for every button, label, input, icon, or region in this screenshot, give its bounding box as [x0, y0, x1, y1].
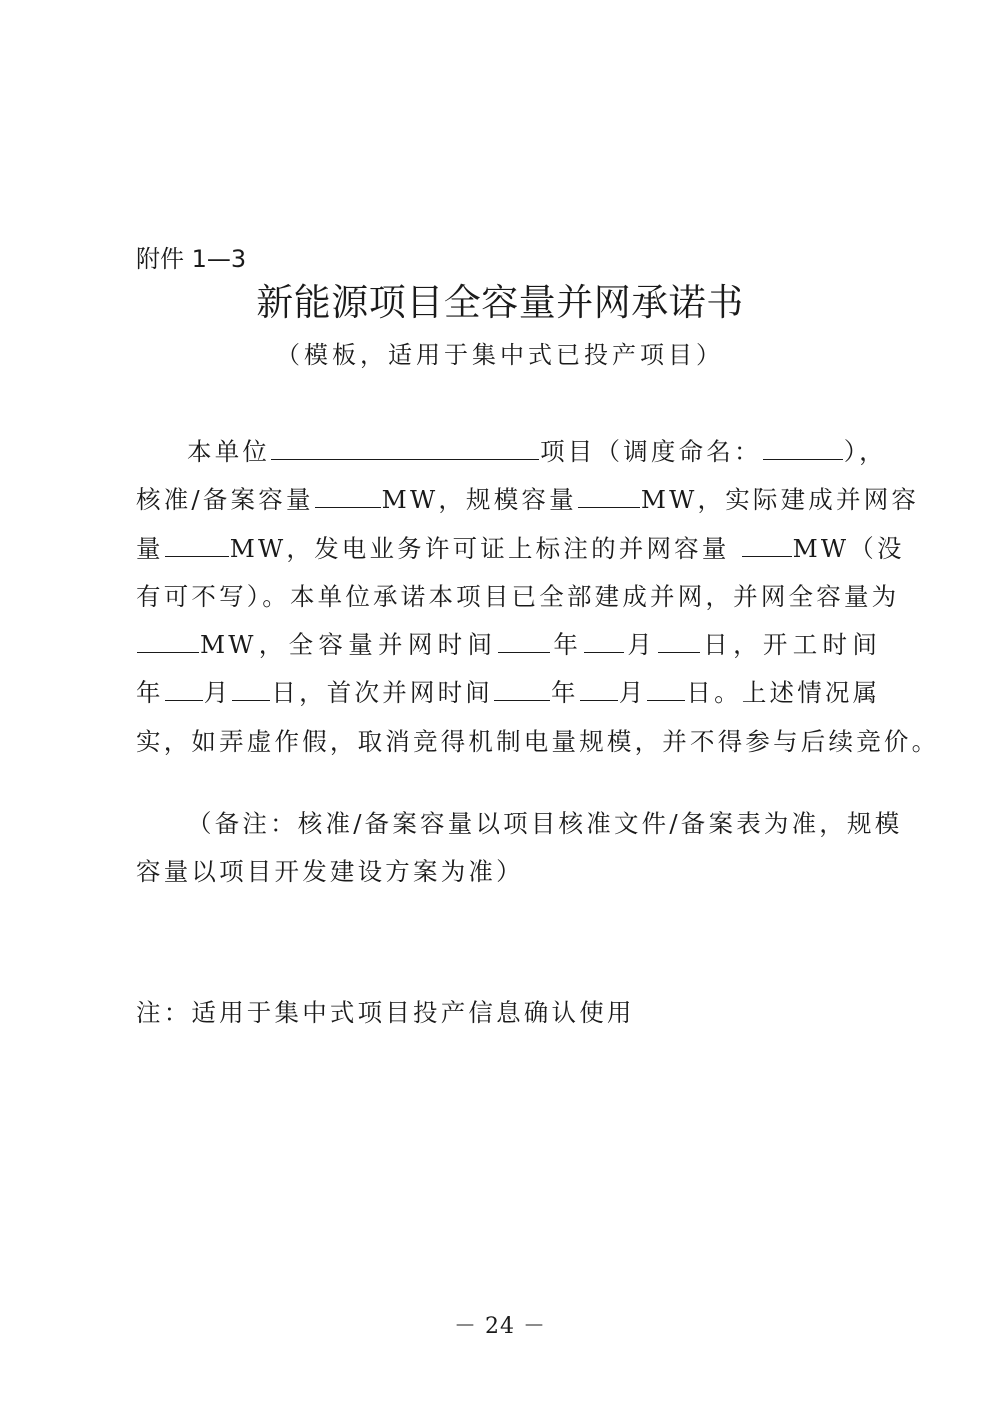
paragraph-line-6 — [136, 669, 880, 717]
text-segment: 月 — [625, 630, 658, 660]
paragraph-line-2 — [136, 476, 920, 524]
page-number: － 24 － — [454, 1314, 546, 1339]
first-grid-month-blank[interactable] — [580, 678, 618, 701]
document-subtitle: （模板，适用于集中式已投产项目） — [276, 341, 724, 369]
unit-name-blank[interactable] — [271, 437, 539, 460]
text-segment: 月 — [203, 678, 232, 708]
paragraph-line-7: 实，如弄虚作假，取消竞得机制电量规模，并不得参与后续竞价。 — [136, 726, 940, 756]
paragraph-line-4: 有可不写）。本单位承诺本项目已全部建成并网，并网全容量为 — [136, 581, 900, 611]
full-grid-day-blank[interactable] — [658, 630, 700, 653]
text-segment: 日，开工时间 — [701, 630, 881, 660]
dispatch-name-blank[interactable] — [763, 437, 843, 460]
text-segment: 核准/备案容量 — [136, 485, 314, 515]
text-segment: 年 — [551, 678, 579, 708]
document-title: 新能源项目全容量并网承诺书 — [256, 281, 744, 324]
text-segment: MW（没 — [792, 533, 905, 563]
text-segment: 日，首次并网时间 — [271, 678, 494, 708]
attachment-label: 附件 1—3 — [136, 245, 247, 273]
full-grid-month-blank[interactable] — [584, 630, 624, 653]
usage-footnote: 注：适用于集中式项目投产信息确认使用 — [136, 998, 635, 1027]
text-segment: 年 — [551, 630, 584, 660]
scale-capacity-blank[interactable] — [578, 485, 640, 508]
license-capacity-blank[interactable] — [742, 534, 792, 557]
text-segment: MW，全容量并网时间 — [200, 630, 498, 660]
remark-paragraph — [136, 800, 903, 897]
approved-capacity-blank[interactable] — [315, 485, 381, 508]
text-segment: 项目（调度命名： — [540, 437, 762, 466]
actual-capacity-blank[interactable] — [165, 534, 229, 557]
text-segment: MW，发电业务许可证上标注的并网容量 — [229, 533, 730, 563]
text-segment: ）， — [843, 437, 887, 466]
text-segment: 日。上述情况属 — [686, 678, 881, 708]
first-grid-year-blank[interactable] — [494, 678, 550, 701]
start-month-blank[interactable] — [165, 678, 203, 701]
remark-line-1: （备注：核准/备案容量以项目核准文件/备案表为准，规模 — [187, 809, 903, 838]
first-grid-day-blank[interactable] — [647, 678, 685, 701]
pledge-paragraph — [136, 428, 940, 766]
text-segment: 本单位 — [187, 437, 271, 466]
full-capacity-blank[interactable] — [137, 630, 199, 653]
paragraph-line-1 — [136, 428, 887, 476]
text-segment: MW，规模容量 — [381, 485, 577, 515]
text-segment: MW，实际建成并网容 — [640, 485, 920, 515]
text-segment: 年 — [136, 678, 164, 708]
remark-line-2: 容量以项目开发建设方案为准） — [136, 857, 524, 887]
text-segment: 月 — [618, 678, 647, 708]
paragraph-line-5 — [136, 621, 880, 669]
start-day-blank[interactable] — [232, 678, 270, 701]
full-grid-year-blank[interactable] — [498, 630, 550, 653]
text-segment: 量 — [136, 533, 164, 563]
paragraph-line-3 — [136, 525, 905, 573]
